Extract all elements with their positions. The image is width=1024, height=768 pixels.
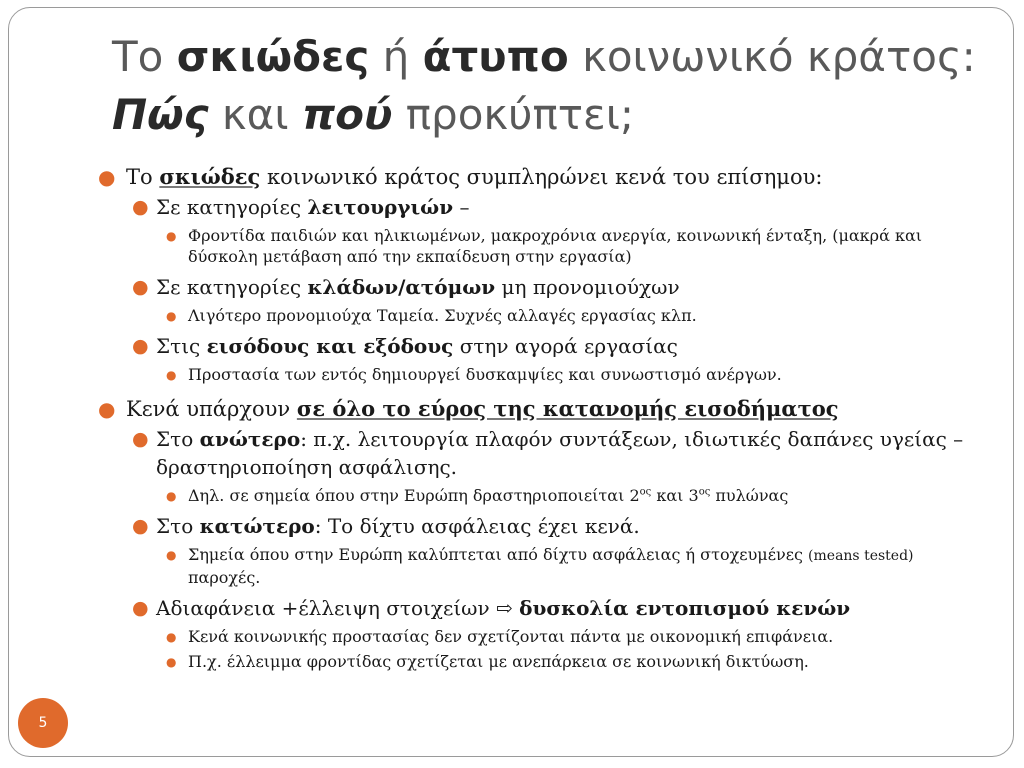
bullet-emphasis: εισόδους και εξόδους <box>206 334 454 358</box>
bullet-text: – <box>459 195 470 219</box>
bullet-level3 <box>98 225 978 267</box>
bullet-dot-icon: ● <box>132 515 149 537</box>
bullet-text: Προστασία των εντός δημιουργεί δυσκαμψίες και συνωστισμό ανέργων. <box>188 365 782 384</box>
bullet-level2 <box>98 512 978 540</box>
ordinal-superscript: ος <box>698 486 711 498</box>
bullet-level2 <box>98 332 978 360</box>
bullet-emphasis: λειτουργιών <box>307 195 454 219</box>
bullet-level2 <box>98 594 978 622</box>
slide-title <box>112 28 976 144</box>
bullet-text: Το <box>126 165 153 189</box>
bullet-level3 <box>98 364 978 385</box>
title-word: ή <box>382 32 410 81</box>
right-arrow-icon: ⇨ <box>496 596 513 620</box>
bullet-text: στην αγορά εργασίας <box>459 334 678 358</box>
bullet-small-dot-icon: ● <box>166 229 177 243</box>
bullet-small-dot-icon: ● <box>166 655 177 669</box>
slide-number-badge: 5 <box>18 698 68 748</box>
bullet-text: Στο <box>156 514 194 538</box>
bullet-text: πυλώνας <box>710 486 789 505</box>
bullet-level3 <box>98 544 978 588</box>
title-line-1 <box>112 28 976 86</box>
bullet-emphasis: σκιώδες <box>159 164 261 189</box>
bullet-text: Σε κατηγορίες <box>156 275 302 299</box>
bullet-small-dot-icon: ● <box>166 489 177 503</box>
bullet-level3 <box>98 651 978 672</box>
bullet-dot-icon: ● <box>132 335 149 357</box>
bullet-emphasis: σε όλο το εύρος της κατανομής εισοδήματος <box>296 396 839 421</box>
bullet-level2 <box>98 193 978 221</box>
bullet-dot-icon: ● <box>98 165 116 189</box>
title-highlight-atypo: άτυπο <box>422 32 569 81</box>
bullet-dot-icon: ● <box>132 597 149 619</box>
bullet-small-dot-icon: ● <box>166 368 177 382</box>
ordinal-superscript: ος <box>639 486 652 498</box>
bullet-text: : π.χ. λειτουργία πλαφόν συντάξεων, ιδιωτικές δαπάνες υγείας – δραστηριοποίηση ασφάλισης. <box>156 427 964 479</box>
bullet-text: Αδιαφάνεια +έλλειψη στοιχείων <box>156 596 490 620</box>
bullet-dot-icon: ● <box>132 196 149 218</box>
bullet-text: μη προνομιούχων <box>501 275 680 299</box>
title-highlight-skiodes: σκιώδες <box>176 32 370 81</box>
bullet-small-dot-icon: ● <box>166 548 177 562</box>
bullet-level2 <box>98 273 978 301</box>
bullet-emphasis: κλάδων/ατόμων <box>307 275 496 299</box>
bullet-text: Φροντίδα παιδιών και ηλικιωμένων, μακροχρόνια ανεργία, κοινωνική ένταξη, (μακρά και δύσκολη μετάβαση από την εκπαίδευση στην εργασία) <box>188 226 923 266</box>
bullet-level3 <box>98 305 978 326</box>
bullet-text: Κενά υπάρχουν <box>126 397 291 421</box>
bullet-dot-icon: ● <box>98 397 116 421</box>
bullet-dot-icon: ● <box>132 428 149 450</box>
bullet-dot-icon: ● <box>132 276 149 298</box>
bullet-level1 <box>98 395 978 423</box>
bullet-text: Σε κατηγορίες <box>156 195 302 219</box>
bullet-emphasis: κατώτερο <box>199 514 315 538</box>
bullet-text: Στο <box>156 427 194 451</box>
title-line-2 <box>112 86 972 144</box>
bullet-small-dot-icon: ● <box>166 630 177 644</box>
bullet-level3 <box>98 626 978 647</box>
bullet-text: Σημεία όπου στην Ευρώπη καλύπτεται από δίχτυ ασφάλειας ή στοχευμένες <box>188 545 803 564</box>
bullet-level2 <box>98 425 978 481</box>
bullet-text: Λιγότερο προνομιούχα Ταμεία. Συχνές αλλαγές εργασίας κλπ. <box>188 306 697 325</box>
bullet-text: και 3 <box>651 486 699 505</box>
bullet-level3 <box>98 485 978 506</box>
bullet-text: Π.χ. έλλειμμα φροντίδας σχετίζεται με ανεπάρκεια σε κοινωνική δικτύωση. <box>188 652 809 671</box>
title-emphasis-pos: Πώς <box>112 90 209 139</box>
title-word: προκύπτει; <box>405 90 635 139</box>
slide-content <box>98 160 978 672</box>
bullet-emphasis: δυσκολία εντοπισμού κενών <box>519 596 851 620</box>
bullet-emphasis: ανώτερο <box>199 427 301 451</box>
title-word: Το <box>112 32 164 81</box>
title-word: κοινωνικό κράτος: <box>582 32 976 81</box>
bullet-parenthetical: (means tested) <box>808 548 914 564</box>
bullet-small-dot-icon: ● <box>166 309 177 323</box>
bullet-text: παροχές. <box>188 568 261 587</box>
bullet-text: Δηλ. σε σημεία όπου στην Ευρώπη δραστηριοποιείται 2 <box>188 486 640 505</box>
title-emphasis-pou: πού <box>301 90 393 139</box>
bullet-text: Στις <box>156 334 201 358</box>
bullet-level1 <box>98 163 978 191</box>
bullet-text: Κενά κοινωνικής προστασίας δεν σχετίζονται πάντα με οικονομική επιφάνεια. <box>188 627 834 646</box>
bullet-text: κοινωνικό κράτος συμπληρώνει κενά του επίσημου: <box>266 165 823 189</box>
title-word: και <box>221 90 289 139</box>
bullet-text: : Το δίχτυ ασφάλειας έχει κενά. <box>314 514 640 538</box>
